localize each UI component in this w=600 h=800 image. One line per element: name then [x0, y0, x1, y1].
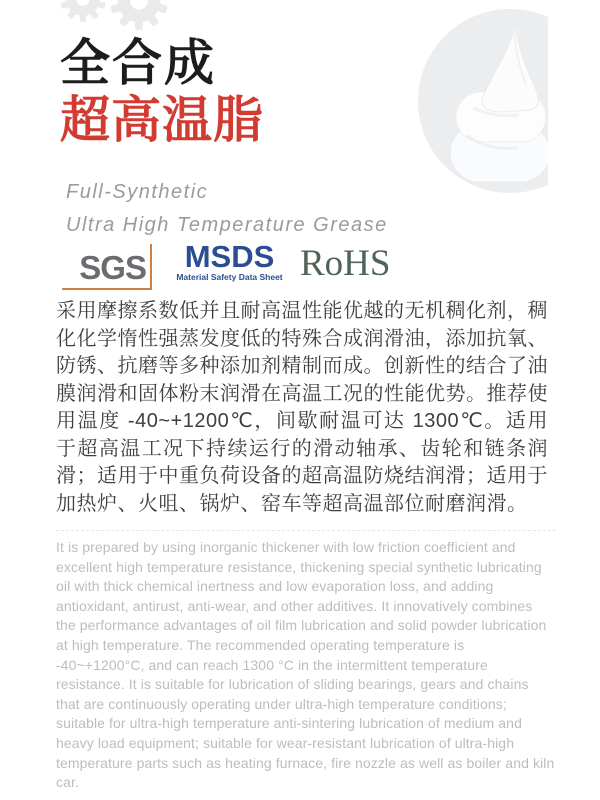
sgs-logo [62, 242, 152, 290]
subtitle-line-2: Ultra High Temperature Grease [66, 214, 388, 236]
title-cn-black: 全合成 [60, 35, 216, 91]
rohs-logo-text: RoHS [300, 243, 391, 284]
section-divider [56, 530, 556, 531]
msds-logo [172, 241, 287, 282]
grease-product-image [418, 8, 548, 194]
title-cn-red: 超高温脂 [60, 92, 264, 148]
description-english: It is prepared by using inorganic thickener with low friction coefficient and excellent high temperature resistance, thickening special synthetic lubricating oil with thick chemical inertness and low evaporation loss, and adding antioxidant, antirust, anti-wear, and other additives. It innovatively combines the performance advantages of oil film lubrication and solid powder lubrication at high temperature. The recommended operating temperature is -40~+1200°C, and can reach 1300 °C in the intermittent temperature resistance. It is suitable for lubrication of sliding bearings, gears and chains that are continuously operating under ultra-high temperature conditions; suitable for ultra-high temperature anti-sintering lubrication of medium and heavy load equipment; suitable for wear-resistant lubrication of ultra-high temperature parts such as heating furnace, fire nozzle as well as boiler and kiln car. [56, 539, 555, 791]
sgs-logo-text: SGS [79, 249, 146, 286]
msds-logo-subtext: Material Safety Data Sheet [176, 272, 283, 282]
subtitle-line-1: Full-Synthetic [66, 181, 209, 203]
msds-logo-text: MSDS [184, 239, 275, 274]
sgs-underline [62, 288, 152, 290]
rohs-logo [300, 242, 390, 286]
page-subtitle [66, 176, 388, 242]
sgs-sideline [150, 244, 152, 290]
gear-icon [110, 0, 168, 30]
gear-decoration [58, 0, 173, 30]
description-chinese: 采用摩擦系数低并且耐高温性能优越的无机稠化剂，稠化化学惰性强蒸发度低的特殊合成润滑油，添加抗氧、防锈、抗磨等多种添加剂精制而成。创新性的结合了油膜润滑和固体粉末润滑在高温工况的性能优势。推荐使用温度 -40~+1200℃，间歇耐温可达 1300℃。适用于超高温工况下持续运行的滑动轴承、齿轮和链条润滑；适用于中重负荷设备的超高温防烧结润滑；适用于加热炉、火咀、锅炉、窑车等超高温部位耐磨润滑。 [56, 300, 548, 515]
gear-icon [60, 0, 106, 22]
page-title [60, 34, 264, 149]
